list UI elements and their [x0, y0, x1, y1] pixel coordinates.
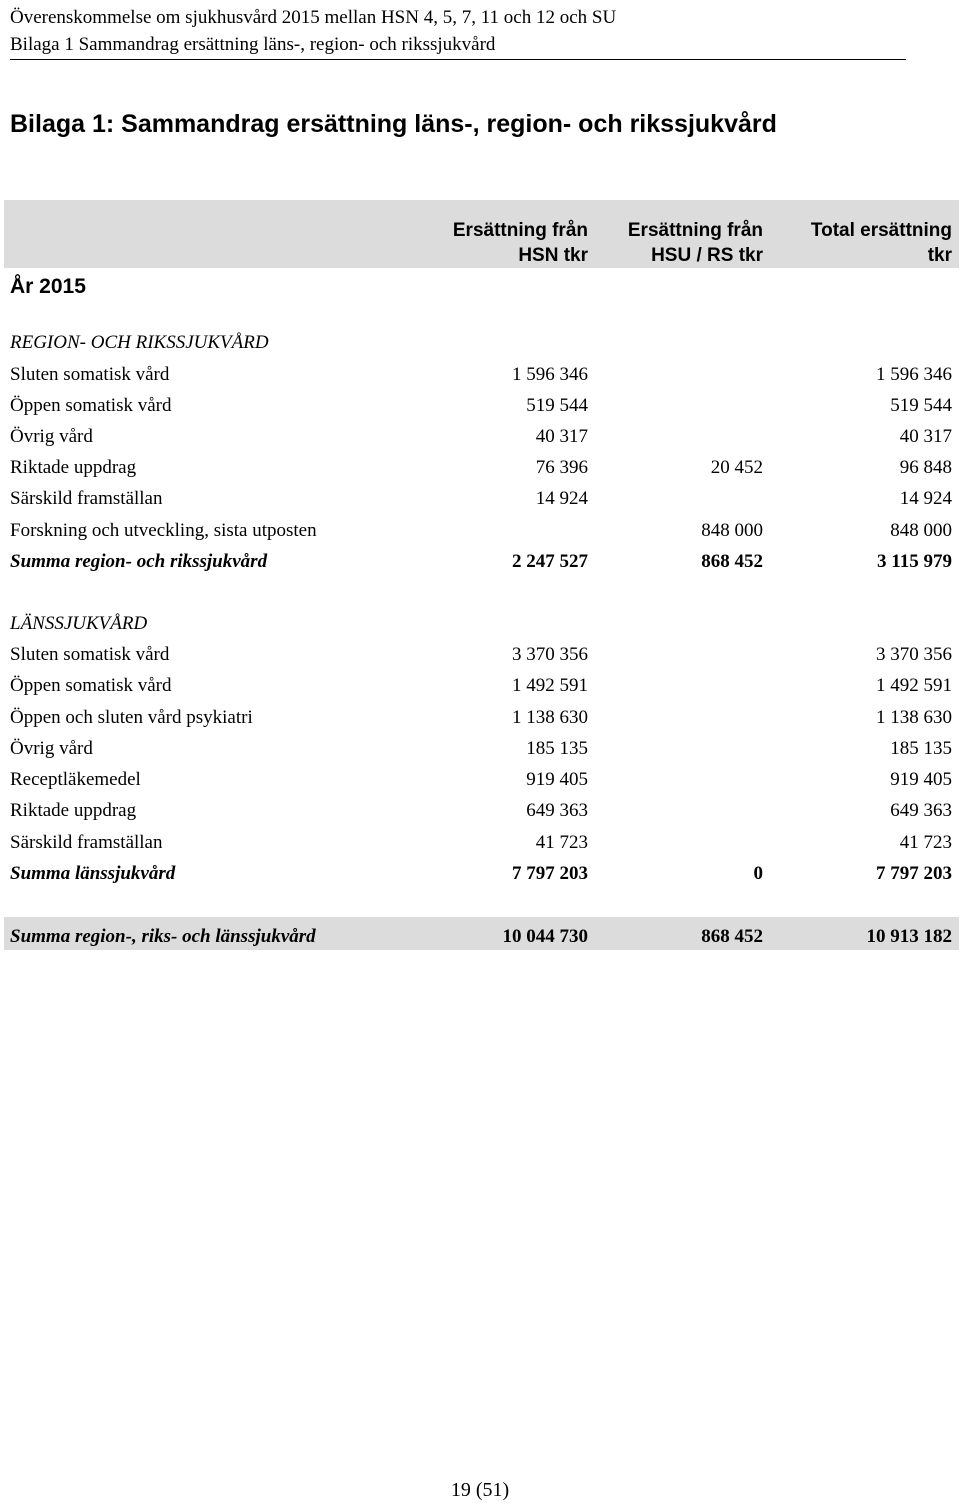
hsn-value: 519 544 — [526, 395, 588, 416]
total-value: 1 492 591 — [876, 675, 952, 696]
section-heading-label: LÄNSSJUKVÅRD — [10, 613, 148, 634]
total-value: 1 596 346 — [876, 364, 952, 385]
total-value: 14 924 — [899, 488, 952, 509]
hsn-value: 76 396 — [535, 457, 588, 478]
table-row — [0, 391, 960, 421]
row-label: Öppen och sluten vård psykiatri — [10, 707, 253, 728]
hsn-value: 3 370 356 — [512, 644, 588, 665]
row-label: Särskild framställan — [10, 832, 163, 853]
hsu-value: 868 452 — [701, 926, 763, 947]
hsn-value: 1 596 346 — [512, 364, 588, 385]
hsn-value: 649 363 — [526, 800, 588, 821]
row-label: Öppen somatisk vård — [10, 395, 172, 416]
total-value: 3 115 979 — [877, 551, 952, 572]
row-label: Receptläkemedel — [10, 769, 141, 790]
row-label: Summa länssjukvård — [10, 863, 176, 884]
table-row — [0, 703, 960, 733]
hsn-value: 10 044 730 — [502, 926, 588, 947]
hsn-value: 40 317 — [535, 426, 588, 447]
subtotal-row-region — [0, 547, 960, 577]
row-label: Riktade uppdrag — [10, 800, 137, 821]
table-row — [0, 796, 960, 826]
running-header-line-1: Överenskommelse om sjukhusvård 2015 mellan HSN 4, 5, 7, 11 och 12 och SU — [10, 7, 617, 28]
running-header — [10, 4, 906, 58]
hsn-value: 14 924 — [535, 488, 588, 509]
hsn-value: 41 723 — [535, 832, 588, 853]
table-row — [0, 765, 960, 795]
hsu-value: 0 — [753, 863, 763, 884]
total-value: 649 363 — [890, 800, 952, 821]
row-label: Forskning och utveckling, sista utposten — [10, 520, 317, 541]
table-row — [0, 828, 960, 858]
section-heading-lans — [0, 609, 960, 639]
row-label: Summa region-, riks- och länssjukvård — [10, 926, 316, 947]
section-heading-region — [0, 328, 960, 358]
header-divider — [10, 59, 906, 60]
hsn-value: 1 492 591 — [512, 675, 588, 696]
table-row — [0, 422, 960, 452]
total-value: 185 135 — [890, 738, 952, 759]
grand-total-row — [0, 922, 960, 952]
total-value: 919 405 — [890, 769, 952, 790]
year-label: År 2015 — [10, 275, 86, 298]
running-header-line-2: Bilaga 1 Sammandrag ersättning läns-, region- och rikssjukvård — [10, 34, 496, 55]
hsn-value: 2 247 527 — [512, 551, 588, 572]
hsu-value: 20 452 — [710, 457, 763, 478]
column-header-total: Total ersättning tkr — [810, 220, 952, 266]
total-value: 3 370 356 — [876, 644, 952, 665]
column-header-hsn: Ersättning från HSN tkr — [452, 220, 588, 266]
hsu-value: 848 000 — [701, 520, 763, 541]
row-label: Övrig vård — [10, 426, 93, 447]
total-value: 1 138 630 — [876, 707, 952, 728]
row-label: Riktade uppdrag — [10, 457, 137, 478]
total-value: 848 000 — [890, 520, 952, 541]
row-label: Sluten somatisk vård — [10, 644, 170, 665]
table-row — [0, 453, 960, 483]
table-row — [0, 671, 960, 701]
table-row — [0, 640, 960, 670]
hsu-value: 868 452 — [701, 551, 763, 572]
row-label: Särskild framställan — [10, 488, 163, 509]
hsn-value: 919 405 — [526, 769, 588, 790]
section-heading-label: REGION- OCH RIKSSJUKVÅRD — [10, 332, 269, 353]
total-value: 96 848 — [899, 457, 952, 478]
total-value: 40 317 — [899, 426, 952, 447]
hsn-value: 185 135 — [526, 738, 588, 759]
row-label: Övrig vård — [10, 738, 93, 759]
hsn-value: 1 138 630 — [512, 707, 588, 728]
row-label: Summa region- och rikssjukvård — [10, 551, 268, 572]
total-value: 7 797 203 — [876, 863, 952, 884]
table-row — [0, 516, 960, 546]
document-title: Bilaga 1: Sammandrag ersättning läns-, region- och rikssjukvård — [10, 110, 777, 138]
total-value: 10 913 182 — [866, 926, 952, 947]
row-label: Öppen somatisk vård — [10, 675, 172, 696]
subtotal-row-lans — [0, 859, 960, 889]
table-row — [0, 734, 960, 764]
page-number: 19 (51) — [450, 1479, 510, 1501]
row-label: Sluten somatisk vård — [10, 364, 170, 385]
hsn-value: 7 797 203 — [512, 863, 588, 884]
table-row — [0, 360, 960, 390]
column-header-hsu-rs: Ersättning från HSU / RS tkr — [627, 220, 763, 266]
total-value: 519 544 — [890, 395, 952, 416]
total-value: 41 723 — [899, 832, 952, 853]
table-row — [0, 484, 960, 514]
